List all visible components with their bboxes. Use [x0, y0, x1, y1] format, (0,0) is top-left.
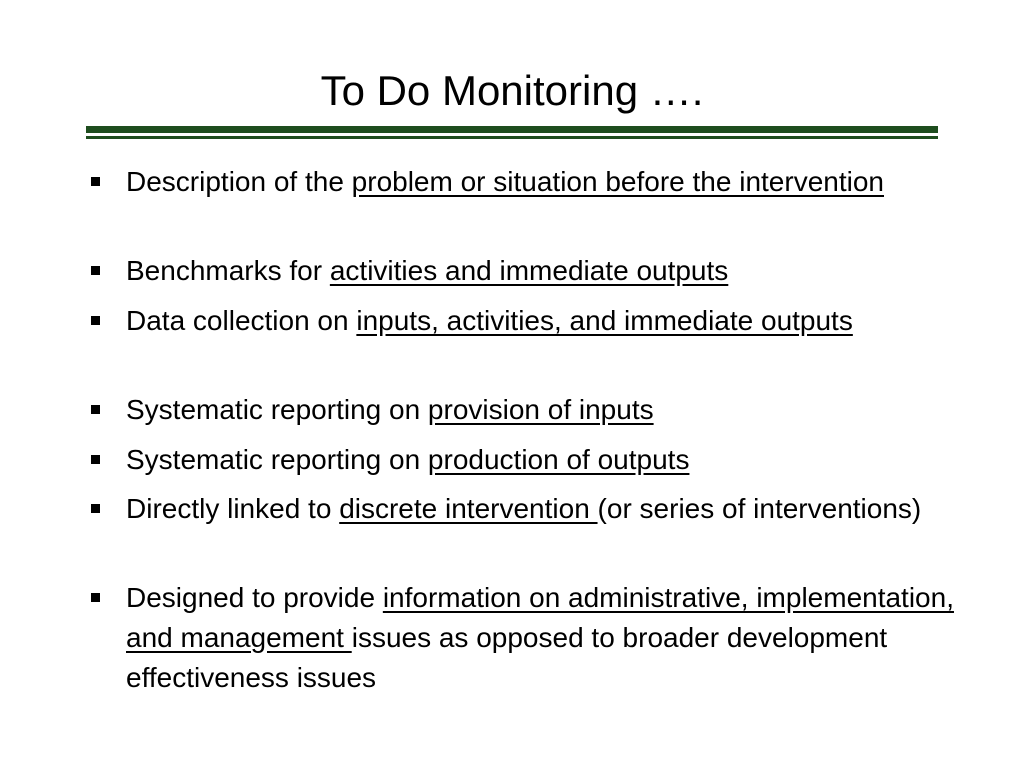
- square-bullet-icon: [91, 266, 100, 275]
- square-bullet-icon: [91, 405, 100, 414]
- title-divider-thin: [86, 136, 938, 139]
- bullet-plain-text: Systematic reporting on: [126, 394, 428, 425]
- bullet-text: [126, 162, 956, 202]
- square-bullet-icon: [91, 177, 100, 186]
- bullet-tail-text: (or series of interventions): [597, 493, 922, 524]
- bullet-text: [126, 578, 956, 698]
- bullet-text: [126, 440, 956, 480]
- bullet-underlined-text: production of outputs: [427, 444, 690, 475]
- square-bullet-icon: [91, 593, 100, 602]
- bullet-text: [126, 489, 956, 529]
- bullet-tail-text: issues as opposed to broader development effectiveness issues: [126, 622, 888, 693]
- square-bullet-icon: [91, 455, 100, 464]
- bullet-text: [126, 390, 956, 430]
- slide-title: To Do Monitoring ….: [320, 67, 704, 114]
- bullet-underlined-text: inputs, activities, and immediate outputs: [356, 305, 853, 336]
- bullet-underlined-text: provision of inputs: [427, 394, 654, 425]
- bullet-underlined-text: discrete intervention: [339, 493, 598, 524]
- title-divider-thick: [86, 126, 938, 133]
- bullet-plain-text: Designed to provide: [126, 582, 383, 613]
- bullet-plain-text: Directly linked to: [126, 493, 340, 524]
- bullet-underlined-text: problem or situation before the intervention: [351, 166, 884, 197]
- bullet-text: [126, 301, 956, 341]
- bullet-plain-text: Benchmarks for: [126, 255, 330, 286]
- bullet-plain-text: Systematic reporting on: [126, 444, 428, 475]
- bullet-plain-text: Data collection on: [126, 305, 357, 336]
- bullet-underlined-text: information on administrative, implementation, and management: [126, 582, 954, 653]
- square-bullet-icon: [91, 504, 100, 513]
- bullet-plain-text: Description of the: [126, 166, 352, 197]
- square-bullet-icon: [91, 316, 100, 325]
- bullet-underlined-text: activities and immediate outputs: [329, 255, 729, 286]
- bullet-text: [126, 251, 956, 291]
